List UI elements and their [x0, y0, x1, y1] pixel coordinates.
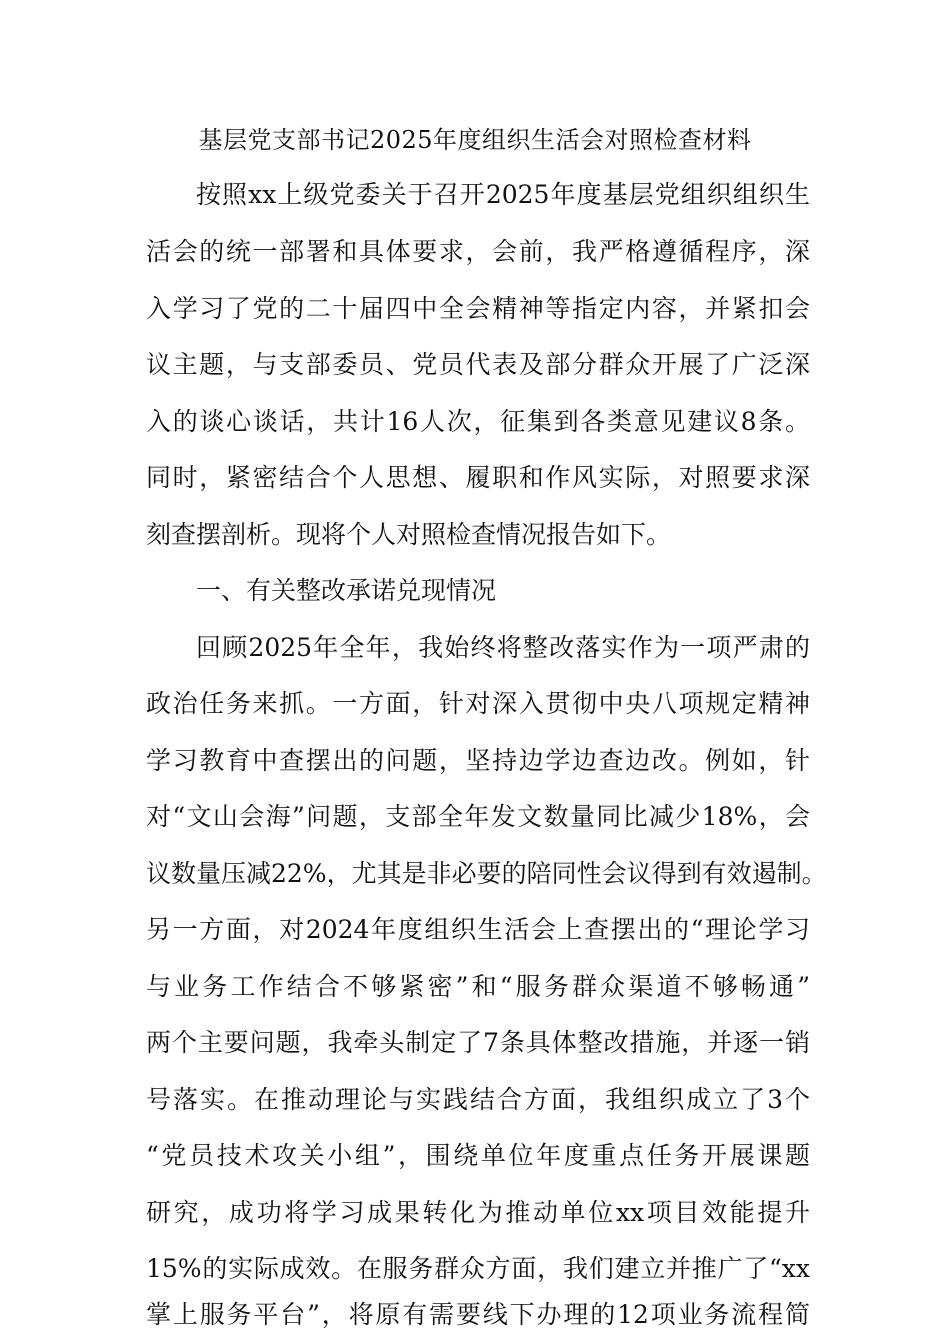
section-line: 15%的实际成效。在服务群众方面，我们建立并推广了“xx — [146, 1254, 810, 1283]
section-line: 研究，成功将学习成果转化为推动单位xx项目效能提升 — [146, 1198, 810, 1227]
intro-line: 刻查摆剖析。现将个人对照检查情况报告如下。 — [146, 520, 672, 549]
section-line: 号落实。在推动理论与实践结合方面，我组织成立了3个 — [146, 1085, 810, 1114]
section-line: 另一方面，对2024年度组织生活会上查摆出的“理论学习 — [146, 915, 810, 944]
section-line: 回顾2025年全年，我始终将整改落实作为一项严肃的 — [196, 633, 810, 662]
document-title: 基层党支部书记2025年度组织生活会对照检查材料 — [198, 126, 752, 154]
section-line: 政治任务来抓。一方面，针对深入贯彻中央八项规定精神 — [146, 689, 810, 718]
section-line: 学习教育中查摆出的问题，坚持边学边查边改。例如，针 — [146, 746, 810, 775]
section-line: 两个主要问题，我牵头制定了7条具体整改措施，并逐一销 — [146, 1028, 810, 1057]
section-line: 与业务工作结合不够紧密”和“服务群众渠道不够畅通” — [146, 972, 810, 1001]
intro-line: 入的谈心谈话，共计16人次，征集到各类意见建议8条。 — [146, 407, 810, 436]
intro-line: 按照xx上级党委关于召开2025年度基层党组织组织生 — [196, 180, 810, 209]
intro-line: 入学习了党的二十届四中全会精神等指定内容，并紧扣会 — [146, 294, 810, 323]
section-line: 掌上服务平台”，将原有需要线下办理的12项业务流程简 — [146, 1300, 810, 1329]
section-line: “党员技术攻关小组”，围绕单位年度重点任务开展课题 — [146, 1141, 810, 1170]
section-line: 议数量压减22%，尤其是非必要的陪同性会议得到有效遏制。 — [146, 859, 827, 888]
section-heading: 一、有关整改承诺兑现情况 — [196, 576, 497, 605]
intro-line: 议主题，与支部委员、党员代表及部分群众开展了广泛深 — [146, 350, 810, 379]
intro-line: 同时，紧密结合个人思想、履职和作风实际，对照要求深 — [146, 463, 810, 492]
intro-line: 活会的统一部署和具体要求，会前，我严格遵循程序，深 — [146, 237, 810, 266]
section-line: 对“文山会海”问题，支部全年发文数量同比减少18%，会 — [146, 802, 810, 831]
